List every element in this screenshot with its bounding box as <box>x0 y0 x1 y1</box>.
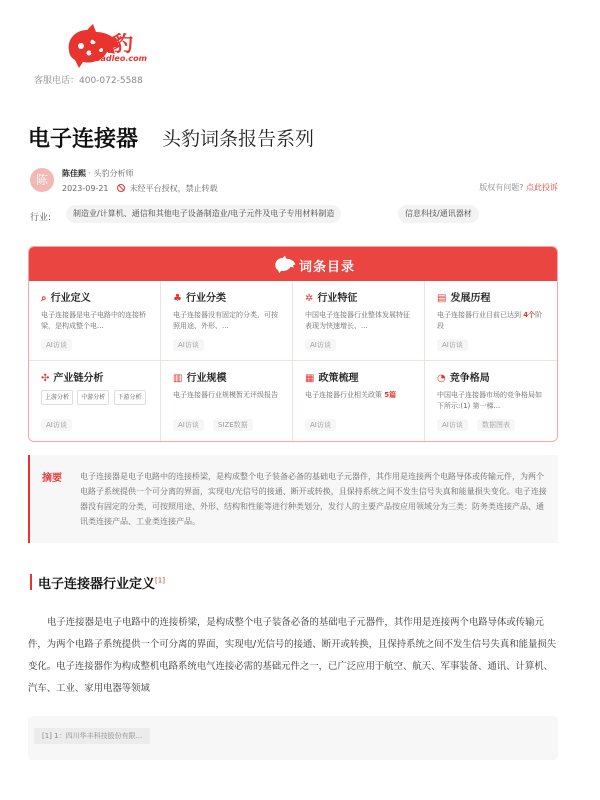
catalog-item-title: 政策梳理 <box>318 373 359 384</box>
catalog-item-title: 行业特征 <box>317 293 358 304</box>
catalog-item-title: 产业链分析 <box>53 373 104 384</box>
hierarchy-icon: ♣ <box>173 293 182 304</box>
catalog-item-title: 行业规模 <box>186 373 227 384</box>
gear-icon: ✲ <box>305 293 314 304</box>
catalog-item-title: 行业定义 <box>50 293 91 304</box>
catalog-item-competition[interactable] <box>425 361 557 441</box>
author-org: · 头豹分析师 <box>88 169 134 178</box>
publish-date: 2023-09-21 <box>62 184 109 193</box>
brand-name: 头豹 <box>90 32 134 56</box>
author-line <box>62 168 134 179</box>
chain-icon: ✣ <box>41 373 50 384</box>
industry-tag[interactable]: 制造业/计算机、通信和其他电子设备制造业/电子元件及电子专用材料制造 <box>66 205 341 223</box>
ai-interview-chip[interactable]: AI访谈 <box>437 339 468 351</box>
catalog-header <box>29 247 557 281</box>
abstract-box <box>28 455 558 543</box>
catalog-title: 词条目录 <box>299 260 356 275</box>
catalog-grid <box>29 281 557 441</box>
section-title: 电子连接器行业定义[1] <box>38 576 165 592</box>
catalog-item-title: 行业分类 <box>185 293 226 304</box>
history-icon: ▤ <box>437 293 447 304</box>
ai-interview-chip[interactable]: AI访谈 <box>173 419 204 431</box>
data-chart-chip[interactable]: 数据图表 <box>477 419 515 431</box>
report-link[interactable]: 点此投诉 <box>526 183 558 192</box>
midstream-button[interactable]: 中游分析 <box>77 390 109 405</box>
footnote-box <box>28 716 558 760</box>
copyright-feedback <box>479 182 558 193</box>
catalog-item-history[interactable] <box>425 281 557 361</box>
chain-buttons <box>41 390 150 412</box>
catalog-item-classification[interactable] <box>161 281 293 361</box>
abstract-label: 摘要 <box>42 473 62 484</box>
industry-label: 行业: <box>30 213 52 223</box>
avatar: 陈 <box>30 168 54 192</box>
page-title: 电子连接器 <box>28 127 139 152</box>
downstream-button[interactable]: 下游分析 <box>114 390 146 405</box>
leopard-logo-icon <box>273 252 297 276</box>
catalog-item-title: 发展历程 <box>450 293 491 304</box>
footnote-source[interactable]: [1] 1：四川华丰科技股份有限... <box>34 728 150 744</box>
upstream-button[interactable]: 上游分析 <box>41 390 73 405</box>
catalog-item-desc: 电子连接器行业目前已达到 4个阶段 <box>437 311 543 330</box>
catalog-item-features[interactable] <box>293 281 425 361</box>
citation-link[interactable]: [1] <box>155 576 165 585</box>
ai-interview-chip[interactable]: AI访谈 <box>305 339 336 351</box>
catalog-item-policy[interactable] <box>293 361 425 441</box>
ai-interview-chip[interactable]: AI访谈 <box>173 339 204 351</box>
customer-hotline: 客服电话：400-072-5588 <box>34 76 143 86</box>
feedback-question: 版权有问题? <box>479 183 524 192</box>
author-name[interactable]: 陈佳熙 <box>62 169 86 178</box>
catalog-item-scale[interactable] <box>161 361 293 441</box>
ai-interview-chip[interactable]: AI访谈 <box>305 419 336 431</box>
catalog-item-desc: 中国电子连接器行业整体发展特征表现为快速增长、... <box>305 311 410 330</box>
ai-interview-chip[interactable]: AI访谈 <box>41 339 72 351</box>
catalog-item-chain[interactable] <box>29 361 161 441</box>
catalog-item-desc: 电子连接器行业规模暂无评级报告 <box>173 391 278 399</box>
policy-icon: ▦ <box>305 373 315 384</box>
date-line <box>62 183 218 194</box>
no-entry-icon <box>117 184 125 192</box>
copyright-notice: 未经平台授权，禁止转载 <box>129 184 218 193</box>
search-doc-icon: ⌕ <box>41 293 47 304</box>
brand-url: Leadleo.com <box>90 54 147 63</box>
catalog-item-title: 竞争格局 <box>449 373 490 384</box>
catalog-item-desc: 电子连接器没有固定的分类，可按照用途、外形、... <box>173 311 278 330</box>
size-data-chip[interactable]: SIZE数据 <box>213 419 253 431</box>
catalog-item-definition[interactable] <box>29 281 161 361</box>
page-subtitle: 头豹词条报告系列 <box>162 128 315 150</box>
section-body: 电子连接器是电子电路中的连接桥梁，是构成整个电子装备必备的基础电子元器件，其作用是连接两个电路导体或传输元件，为两个电路子系统提供一个可分离的界面，实现电/光信号的接通、断开或转换，且保持系统之间不发生信号失真和能量损失变化。电子连接器作为构成整机电路系统电气连接必需的基础元件之一，已广泛应用于航空、航天、军事装备、通讯、计算机、汽车、工业、家用电器等领域 <box>28 617 557 694</box>
catalog-item-desc: 电子连接器是电子电路中的连接桥梁，是构成整个电... <box>41 311 146 330</box>
ai-interview-chip[interactable]: AI访谈 <box>41 419 72 431</box>
catalog-panel <box>28 246 558 442</box>
catalog-item-desc: 电子连接器行业相关政策 5篇 <box>305 391 397 399</box>
abstract-text: 电子连接器是电子电路中的连接桥梁，是构成整个电子装备必备的基础电子元器件，其作用是连接两个电路导体或传输元件，为两个电路子系统提供一个可分离的界面，实现电/光信号的接通、断开或转换，且保持系统之间不发生信号失真和能量损失变化。电子连接器没有固定的分类，可按照用途、外形、结构和性能等进行种类划分，发行人的主要产品按应用领域分为三类：防务类连接产品、通讯类连接产品、工业类连接产品。 <box>80 472 547 526</box>
section-marker <box>30 574 32 590</box>
ai-interview-chip[interactable]: AI访谈 <box>437 419 468 431</box>
pie-chart-icon: ◔ <box>437 373 446 384</box>
bar-chart-icon: ▥ <box>173 373 183 384</box>
catalog-item-desc: 中国电子连接器市场的竞争格局如下所示:(1) 第一梯... <box>437 391 542 410</box>
industry-tag[interactable]: 信息科技/通讯器材 <box>398 205 479 223</box>
